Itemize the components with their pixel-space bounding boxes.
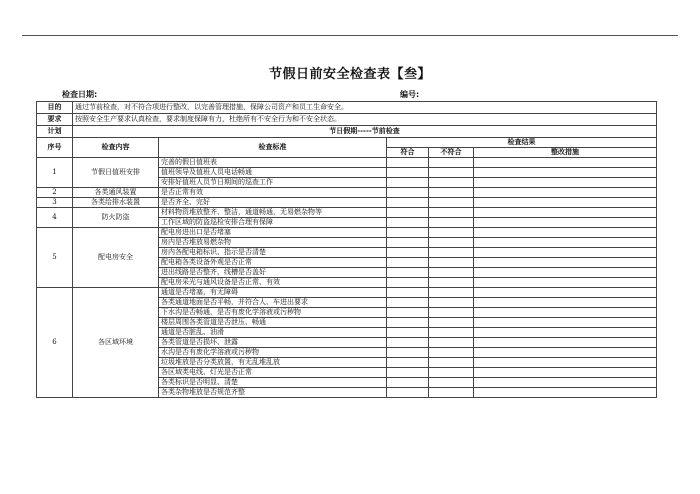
fix-cell[interactable] bbox=[474, 358, 657, 368]
item-standard: 是否正常有效 bbox=[159, 188, 387, 198]
item-standard: 下水沟是否畅通，是否有废化学溶液或污秽物 bbox=[159, 308, 387, 318]
table-row bbox=[37, 188, 657, 198]
fail-cell[interactable] bbox=[429, 168, 474, 178]
fix-cell[interactable] bbox=[474, 198, 657, 208]
header-standard: 检查标准 bbox=[159, 138, 387, 158]
fail-cell[interactable] bbox=[429, 248, 474, 258]
pass-cell[interactable] bbox=[387, 358, 429, 368]
fail-cell[interactable] bbox=[429, 348, 474, 358]
item-number: 3 bbox=[37, 198, 73, 208]
table-row bbox=[37, 198, 657, 208]
inspection-table bbox=[36, 101, 657, 398]
fix-cell[interactable] bbox=[474, 188, 657, 198]
table-row bbox=[37, 158, 657, 168]
item-standard: 配电房采光与通风设备是否正常、有效 bbox=[159, 278, 387, 288]
pass-cell[interactable] bbox=[387, 238, 429, 248]
item-content: 各类给排水装置 bbox=[73, 198, 159, 208]
fix-cell[interactable] bbox=[474, 178, 657, 188]
item-standard: 各类杂物堆放是否规范齐整 bbox=[159, 388, 387, 398]
item-number: 6 bbox=[37, 288, 73, 398]
fail-cell[interactable] bbox=[429, 208, 474, 218]
item-standard: 配电箱各类设备外观是否正常 bbox=[159, 258, 387, 268]
pass-cell[interactable] bbox=[387, 318, 429, 328]
pass-cell[interactable] bbox=[387, 228, 429, 238]
fix-cell[interactable] bbox=[474, 218, 657, 228]
item-standard: 垃圾堆放是否分类放置，有无乱堆乱放 bbox=[159, 358, 387, 368]
requirement-text: 按照安全生产要求认真检查，要求制度保障有力，杜绝所有不安全行为和不安全状态。 bbox=[73, 114, 657, 126]
fail-cell[interactable] bbox=[429, 258, 474, 268]
fix-cell[interactable] bbox=[474, 228, 657, 238]
item-standard: 房内各配电箱标识、指示是否清楚 bbox=[159, 248, 387, 258]
fix-cell[interactable] bbox=[474, 208, 657, 218]
pass-cell[interactable] bbox=[387, 168, 429, 178]
fail-cell[interactable] bbox=[429, 278, 474, 288]
fail-cell[interactable] bbox=[429, 178, 474, 188]
item-number: 5 bbox=[37, 228, 73, 288]
pass-cell[interactable] bbox=[387, 258, 429, 268]
item-content: 防火防盗 bbox=[73, 208, 159, 228]
pass-cell[interactable] bbox=[387, 338, 429, 348]
plan-row bbox=[37, 126, 657, 138]
item-number: 1 bbox=[37, 158, 73, 188]
item-standard: 各类通道地面是否平畅，并符合人、车进出要求 bbox=[159, 298, 387, 308]
fix-cell[interactable] bbox=[474, 278, 657, 288]
fail-cell[interactable] bbox=[429, 308, 474, 318]
fix-cell[interactable] bbox=[474, 298, 657, 308]
fix-cell[interactable] bbox=[474, 288, 657, 298]
fix-cell[interactable] bbox=[474, 158, 657, 168]
pass-cell[interactable] bbox=[387, 308, 429, 318]
item-standard: 是否齐全、完好 bbox=[159, 198, 387, 208]
table-row bbox=[37, 208, 657, 218]
fail-cell[interactable] bbox=[429, 358, 474, 368]
pass-cell[interactable] bbox=[387, 218, 429, 228]
item-number: 2 bbox=[37, 188, 73, 198]
fail-cell[interactable] bbox=[429, 328, 474, 338]
fail-cell[interactable] bbox=[429, 188, 474, 198]
item-content: 各类通风装置 bbox=[73, 188, 159, 198]
pass-cell[interactable] bbox=[387, 288, 429, 298]
fail-cell[interactable] bbox=[429, 228, 474, 238]
fail-cell[interactable] bbox=[429, 158, 474, 168]
header-no: 序号 bbox=[37, 138, 73, 158]
fix-cell[interactable] bbox=[474, 388, 657, 398]
item-standard: 各类标识是否明显、清楚 bbox=[159, 378, 387, 388]
fix-cell[interactable] bbox=[474, 318, 657, 328]
plan-label: 计划 bbox=[37, 126, 73, 138]
fail-cell[interactable] bbox=[429, 378, 474, 388]
item-standard: 配电房进出口是否堵塞 bbox=[159, 228, 387, 238]
header-fail: 不符合 bbox=[429, 148, 474, 158]
fail-cell[interactable] bbox=[429, 298, 474, 308]
page-title: 节假日前安全检查表【叁】 bbox=[268, 67, 431, 82]
plan-text: 节日假期-----节前检查 bbox=[73, 126, 657, 138]
item-standard: 水沟是否有废化学溶液或污秽物 bbox=[159, 348, 387, 358]
fail-cell[interactable] bbox=[429, 268, 474, 278]
fail-cell[interactable] bbox=[429, 238, 474, 248]
item-standard: 各类管道是否损坏、泄露 bbox=[159, 338, 387, 348]
header-content: 检查内容 bbox=[73, 138, 159, 158]
pass-cell[interactable] bbox=[387, 208, 429, 218]
fix-cell[interactable] bbox=[474, 168, 657, 178]
pass-cell[interactable] bbox=[387, 248, 429, 258]
fail-cell[interactable] bbox=[429, 318, 474, 328]
item-number: 4 bbox=[37, 208, 73, 228]
fix-cell[interactable] bbox=[474, 328, 657, 338]
item-content: 节假日值班安排 bbox=[73, 158, 159, 188]
requirement-label: 要求 bbox=[37, 114, 73, 126]
header-result: 检查结果 bbox=[387, 138, 657, 148]
top-rule bbox=[22, 35, 678, 36]
fix-cell[interactable] bbox=[474, 258, 657, 268]
pass-cell[interactable] bbox=[387, 268, 429, 278]
pass-cell[interactable] bbox=[387, 178, 429, 188]
fix-cell[interactable] bbox=[474, 268, 657, 278]
fail-cell[interactable] bbox=[429, 338, 474, 348]
pass-cell[interactable] bbox=[387, 378, 429, 388]
item-standard: 通道是否堵塞，有无障碍 bbox=[159, 288, 387, 298]
purpose-text: 通过节前检查，对不符合项进行整改，以完善管理措施，保障公司资产和员工生命安全。 bbox=[73, 102, 657, 114]
table-row bbox=[37, 228, 657, 238]
fix-cell[interactable] bbox=[474, 338, 657, 348]
pass-cell[interactable] bbox=[387, 198, 429, 208]
item-standard: 值班领导及值班人员电话畅通 bbox=[159, 168, 387, 178]
fix-cell[interactable] bbox=[474, 348, 657, 358]
item-standard: 完善的假日值班表 bbox=[159, 158, 387, 168]
pass-cell[interactable] bbox=[387, 298, 429, 308]
item-standard: 通道是否脏乱、油滑 bbox=[159, 328, 387, 338]
fix-cell[interactable] bbox=[474, 378, 657, 388]
item-standard: 楼层周围各类管道是否泄压、畅通 bbox=[159, 318, 387, 328]
check-date-label: 检查日期: bbox=[62, 90, 98, 99]
fix-cell[interactable] bbox=[474, 308, 657, 318]
fail-cell[interactable] bbox=[429, 218, 474, 228]
fix-cell[interactable] bbox=[474, 238, 657, 248]
pass-cell[interactable] bbox=[387, 278, 429, 288]
fail-cell[interactable] bbox=[429, 288, 474, 298]
item-content: 各区域环境 bbox=[73, 288, 159, 398]
requirement-row bbox=[37, 114, 657, 126]
header-row bbox=[37, 138, 657, 148]
header-pass: 符合 bbox=[387, 148, 429, 158]
fail-cell[interactable] bbox=[429, 388, 474, 398]
fail-cell[interactable] bbox=[429, 198, 474, 208]
fix-cell[interactable] bbox=[474, 248, 657, 258]
item-standard: 材料物资堆放整齐、整洁，通道畅通，无易燃杂物等 bbox=[159, 208, 387, 218]
item-standard: 安排好值班人员节日期间的巡查工作 bbox=[159, 178, 387, 188]
item-standard: 进出线路是否整齐，线槽是否盖好 bbox=[159, 268, 387, 278]
pass-cell[interactable] bbox=[387, 188, 429, 198]
pass-cell[interactable] bbox=[387, 388, 429, 398]
fix-cell[interactable] bbox=[474, 368, 657, 378]
header-fix: 整改措施 bbox=[474, 148, 657, 158]
table-row bbox=[37, 288, 657, 298]
pass-cell[interactable] bbox=[387, 328, 429, 338]
item-standard: 各区域类电线、灯光是否正常 bbox=[159, 368, 387, 378]
number-label: 编号: bbox=[400, 90, 420, 99]
item-content: 配电房安全 bbox=[73, 228, 159, 288]
pass-cell[interactable] bbox=[387, 158, 429, 168]
fail-cell[interactable] bbox=[429, 368, 474, 378]
item-standard: 房内是否堆放易燃杂物 bbox=[159, 238, 387, 248]
purpose-label: 目的 bbox=[37, 102, 73, 114]
purpose-row bbox=[37, 102, 657, 114]
pass-cell[interactable] bbox=[387, 368, 429, 378]
item-standard: 工作区域的防盗巡检安排合理有保障 bbox=[159, 218, 387, 228]
pass-cell[interactable] bbox=[387, 348, 429, 358]
